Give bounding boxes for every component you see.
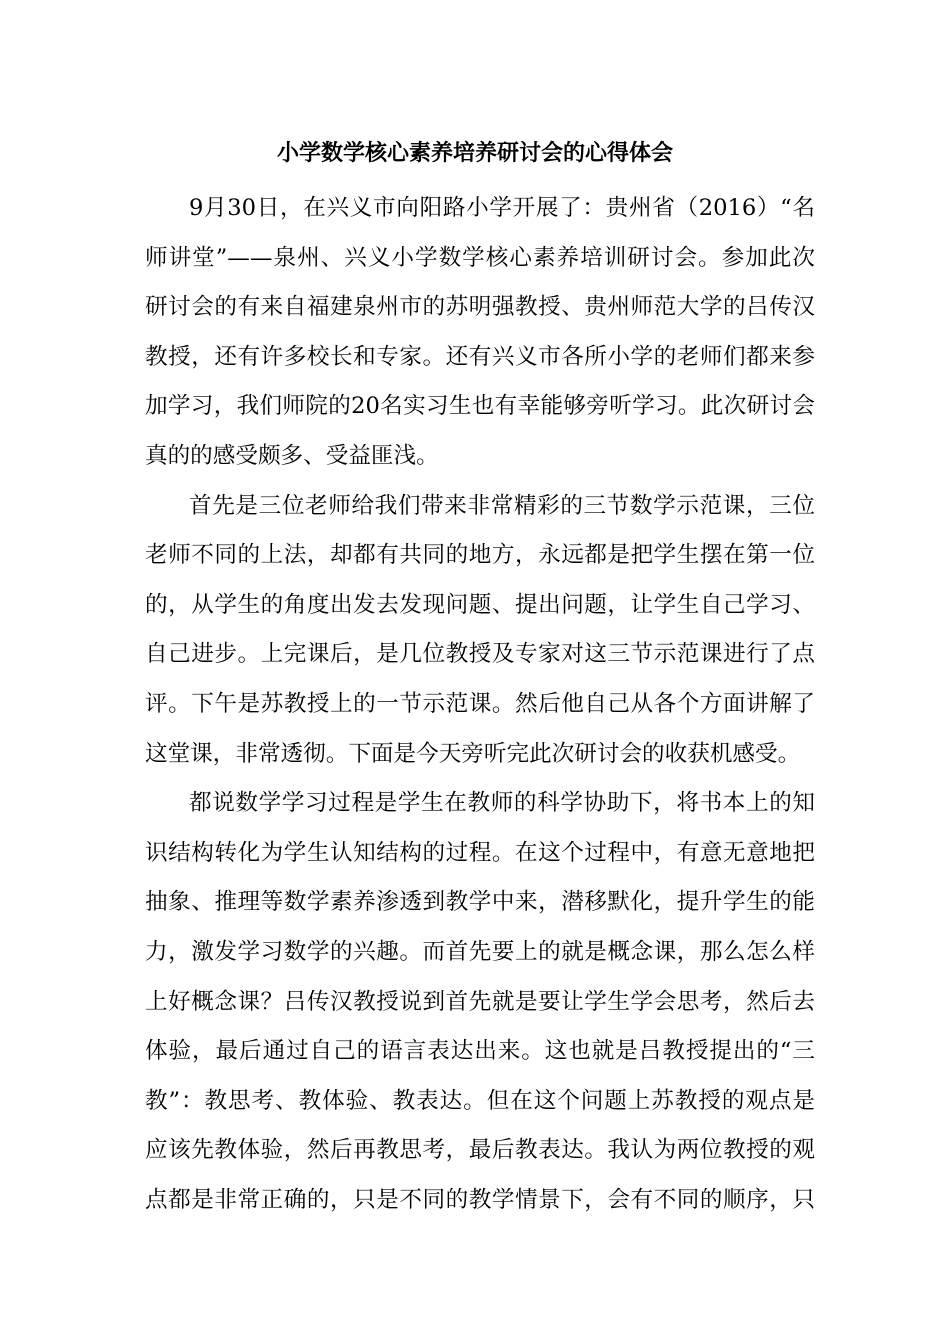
text-line: 上好概念课？吕传汉教授说到首先就是要让学生学会思考，然后去 <box>145 988 815 1015</box>
document-body <box>145 184 815 1225</box>
text-line: 真的的感受颇多、受益匪浅。 <box>145 442 439 469</box>
text-line: 研讨会的有来自福建泉州市的苏明强教授、贵州师范大学的吕传汉 <box>145 294 815 321</box>
text-line: 应该先教体验，然后再教思考，最后教表达。我认为两位教授的观 <box>145 1137 815 1164</box>
text-line: 体验，最后通过自己的语言表达出来。这也就是吕教授提出的“三 <box>145 1038 815 1065</box>
paragraph-2 <box>145 482 815 780</box>
text-line: 识结构转化为学生认知结构的过程。在这个过程中，有意无意地把 <box>145 839 815 866</box>
text-line: 师讲堂”——泉州、兴义小学数学核心素养培训研讨会。参加此次 <box>145 244 815 271</box>
text-line: 力，激发学习数学的兴趣。而首先要上的就是概念课，那么怎么样 <box>145 938 815 965</box>
text-line: 教授，还有许多校长和专家。还有兴义市各所小学的老师们都来参 <box>145 343 815 370</box>
text-line: 点都是非常正确的，只是不同的教学情景下，会有不同的顺序，只 <box>145 1186 815 1213</box>
text-line: 评。下午是苏教授上的一节示范课。然后他自己从各个方面讲解了 <box>145 690 815 717</box>
text-line: 的，从学生的角度出发去发现问题、提出问题，让学生自己学习、 <box>145 591 815 618</box>
text-line: 首先是三位老师给我们带来非常精彩的三节数学示范课，三位 <box>189 492 815 519</box>
paragraph-1 <box>145 184 815 482</box>
text-line: 教”：教思考、教体验、教表达。但在这个问题上苏教授的观点是 <box>145 1087 815 1114</box>
document-title: 小学数学核心素养培养研讨会的心得体会 <box>276 140 673 166</box>
text-line: 9月30日，在兴义市向阳路小学开展了：贵州省（2016）“名 <box>189 195 815 221</box>
text-line: 这堂课，非常透彻。下面是今天旁听完此次研讨会的收获机感受。 <box>145 740 801 767</box>
text-line: 加学习，我们师院的20名实习生也有幸能够旁听学习。此次研讨会 <box>145 393 815 420</box>
text-line: 都说数学学习过程是学生在教师的科学协助下，将书本上的知 <box>189 790 815 817</box>
text-line: 抽象、推理等数学素养渗透到教学中来，潜移默化，提升学生的能 <box>145 889 815 916</box>
text-line: 老师不同的上法，却都有共同的地方，永远都是把学生摆在第一位 <box>145 542 815 569</box>
paragraph-3 <box>145 779 815 1225</box>
text-line: 自己进步。上完课后，是几位教授及专家对这三节示范课进行了点 <box>145 641 815 668</box>
